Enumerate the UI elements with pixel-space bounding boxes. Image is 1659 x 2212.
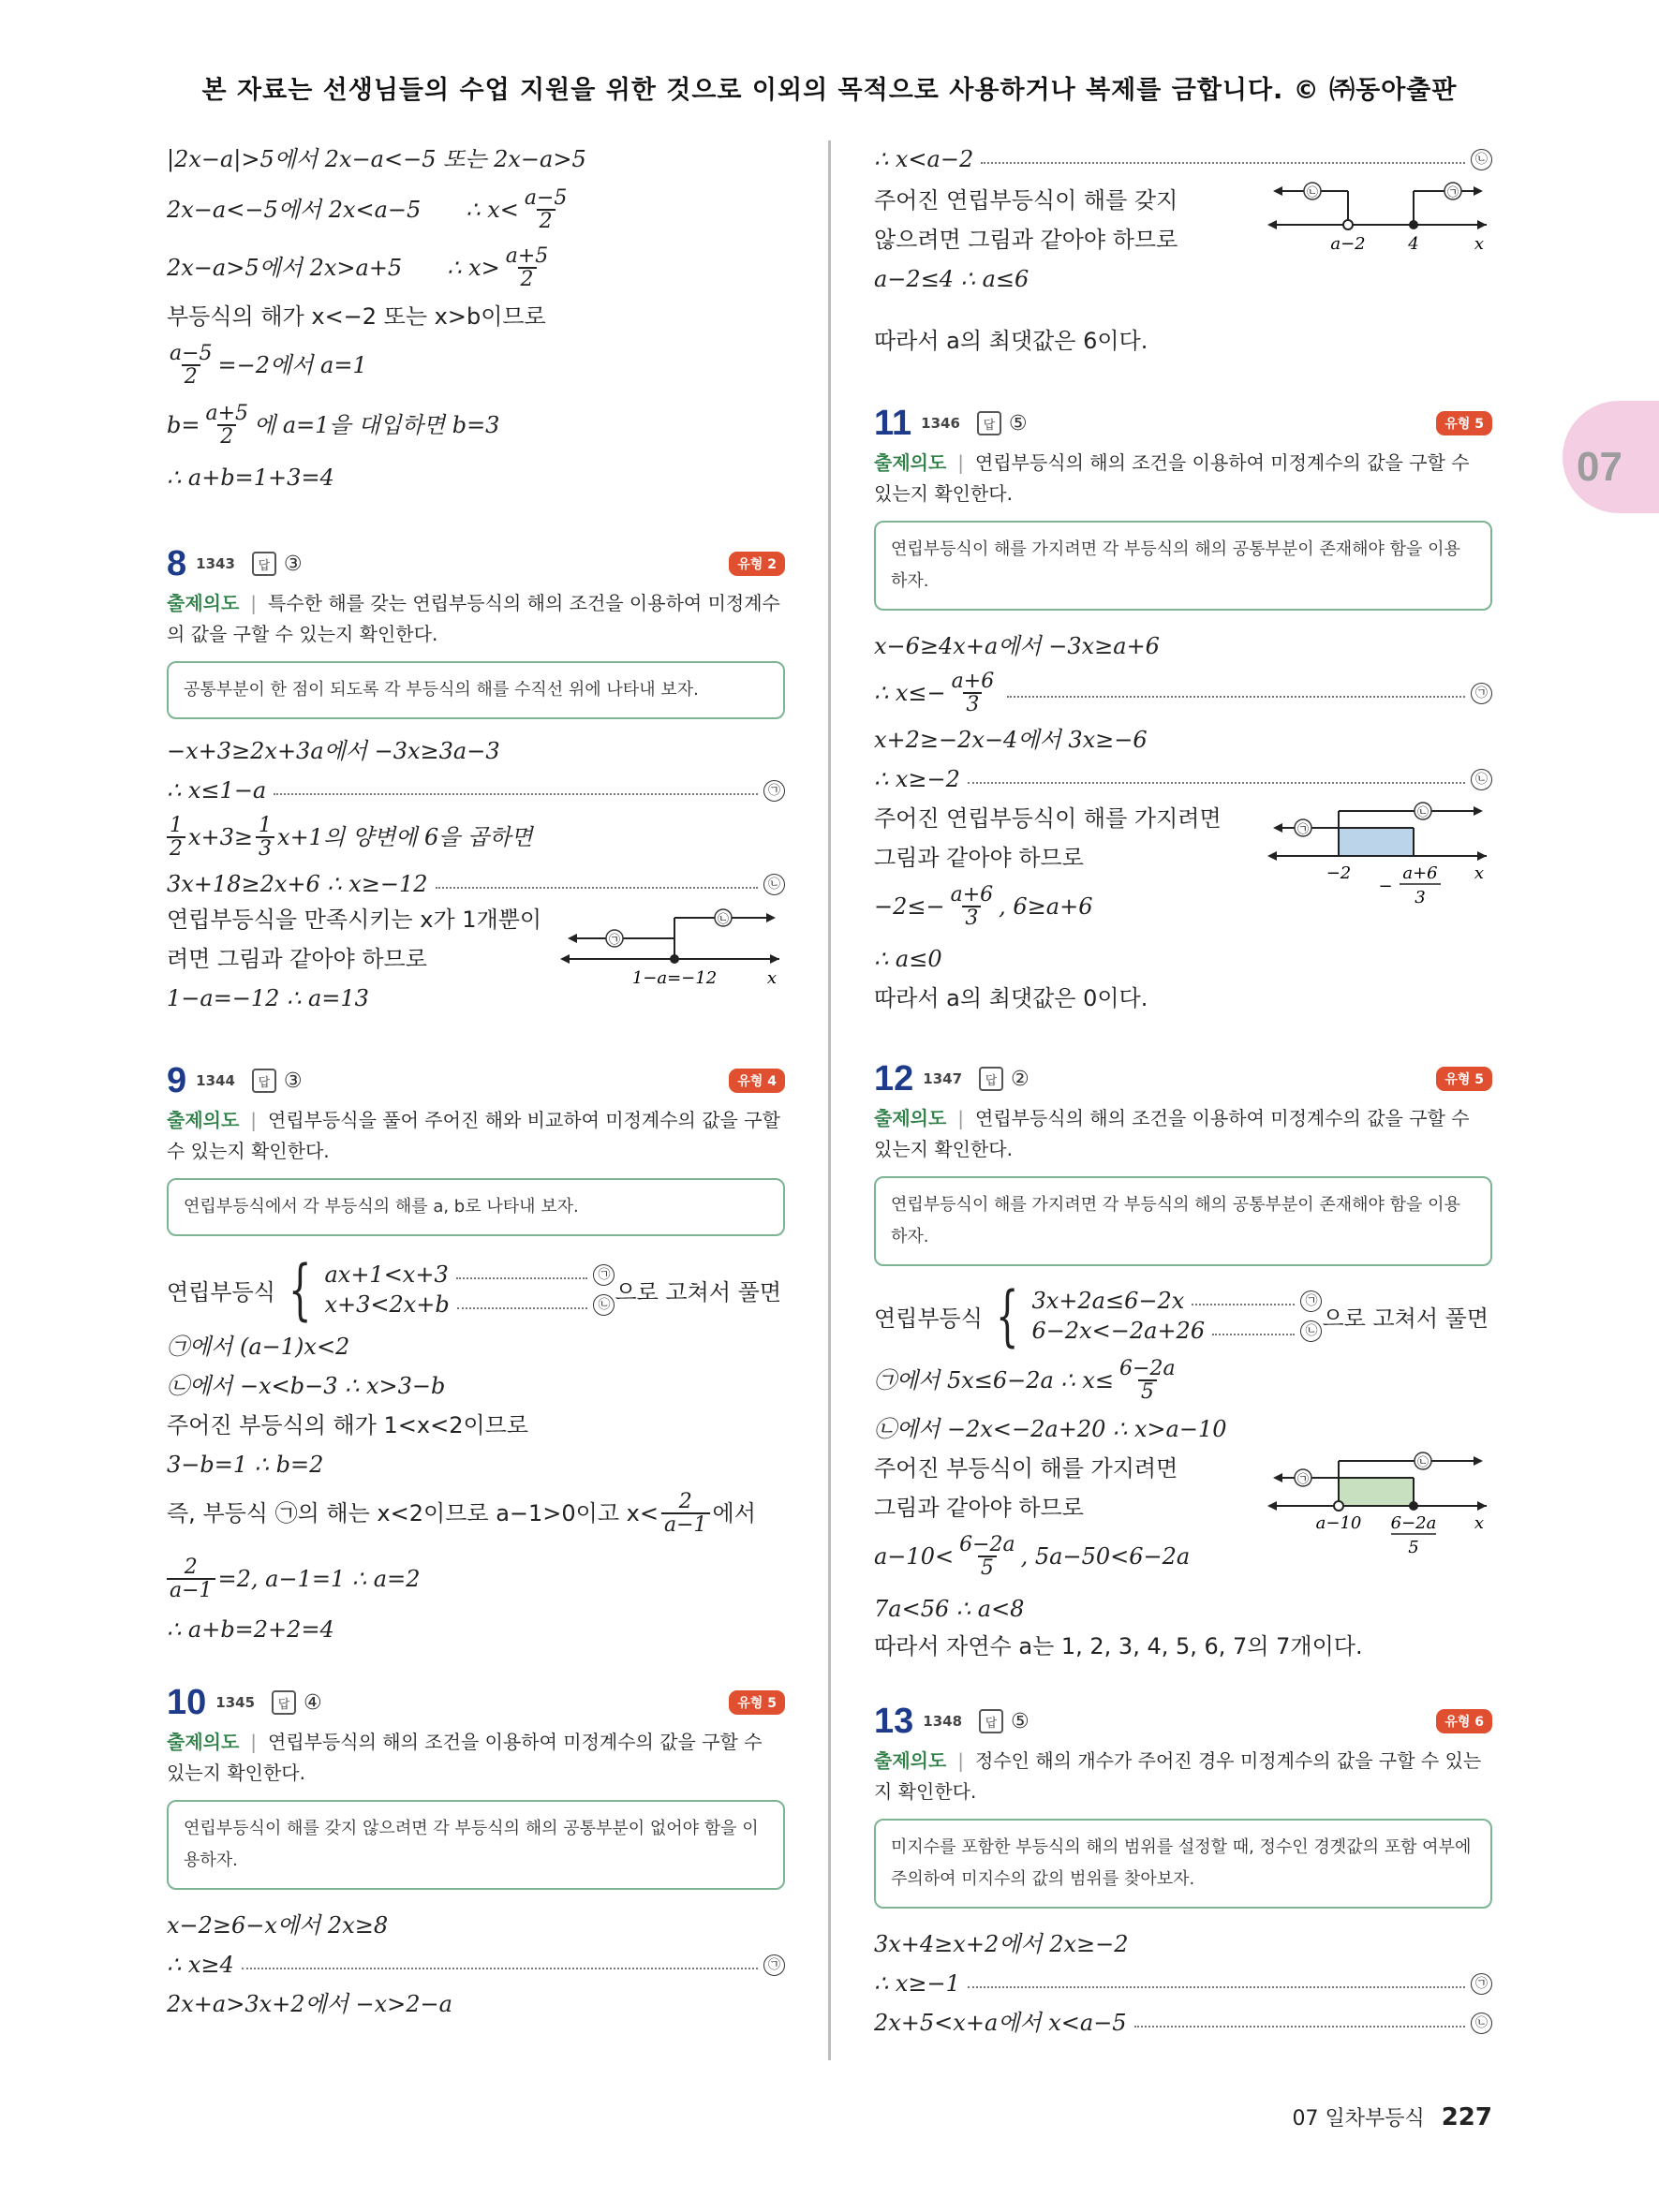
solution-line: 그림과 같아야 하므로	[874, 845, 1084, 871]
point-label: 4	[1408, 234, 1419, 254]
intent-text: 출제의도 | 연립부등식을 풀어 주어진 해와 비교하여 미정계수의 값을 구할 수 있는지 확인한다.	[167, 1109, 780, 1162]
solution-line: 주어진 연립부등식이 해를 가지려면	[874, 805, 1222, 832]
solution-line: 따라서 a의 최댓값은 6이다.	[874, 328, 1148, 354]
point-label: −2	[1326, 863, 1352, 883]
left-column	[167, 140, 785, 2019]
hint-box: 공통부분이 한 점이 되도록 각 부등식의 해를 수직선 위에 나타내 보자.	[167, 661, 785, 719]
hint-box: 연립부등식이 해를 가지려면 각 부등식의 해의 공통부분이 존재해야 함을 이용하자.	[874, 521, 1492, 611]
problem-header	[874, 1060, 1492, 1098]
svg-text:5: 5	[1408, 1538, 1419, 1557]
point-label: a+6	[1402, 863, 1438, 883]
point-label: a−10	[1315, 1513, 1362, 1533]
intent-text: 출제의도 | 연립부등식의 해의 조건을 이용하여 미정계수의 값을 구할 수 있는지 확인한다.	[167, 1731, 763, 1784]
answer-value: ②	[1011, 1067, 1029, 1091]
solution-line: 려면 그림과 같아야 하므로	[167, 946, 427, 972]
problem-header	[874, 1703, 1492, 1740]
answer-icon: 답	[977, 411, 1001, 435]
mark-1-label: ㉡	[1306, 185, 1319, 199]
problem-code: 1347	[923, 1070, 963, 1087]
mark-2-label: ㉠	[1446, 185, 1459, 199]
copyright-notice: 본 자료는 선생님들의 수업 지원을 위한 것으로 이외의 목적으로 사용하거나 복제를 금합니다. © ㈜동아출판	[201, 76, 1458, 105]
problem-number: 12	[874, 1058, 914, 1099]
number-line-diagram	[1266, 180, 1492, 264]
answer-value: ⑤	[1008, 411, 1028, 435]
problem-9	[167, 1062, 785, 1644]
problem-code: 1345	[215, 1694, 256, 1711]
column-divider	[828, 140, 831, 2060]
intent-text: 출제의도 | 특수한 해를 갖는 연립부등식의 해의 조건을 이용하여 미정계수의 값을 구할 수 있는지 확인한다.	[167, 592, 780, 645]
mark-2-label: ㉡	[717, 912, 730, 925]
hint-box: 연립부등식이 해를 갖지 않으려면 각 부등식의 해의 공통부분이 없어야 함을 이용하자.	[167, 1800, 785, 1890]
solution-line: ∴ x≤1−a ㉠	[167, 775, 785, 805]
solution-line: 주어진 부등식이 해를 가지려면	[874, 1455, 1178, 1482]
answer-icon: 답	[252, 1069, 276, 1093]
problem-7-continuation	[167, 144, 785, 493]
problem-number: 10	[167, 1682, 207, 1722]
common-region	[1339, 828, 1414, 856]
axis-label: x	[766, 968, 778, 988]
hint-box: 연립부등식에서 각 부등식의 해를 a, b로 나타내 보자.	[167, 1178, 785, 1236]
solution-line: 7a<56 ∴ a<8	[874, 1596, 1025, 1622]
number-line-block	[874, 1450, 1492, 1581]
solution-line: ㉠에서 5x≤6−2a ∴ x≤ $\frac{6-2a}{5}$	[874, 1356, 1176, 1404]
common-region	[1339, 1478, 1414, 1506]
solution-line: 3−b=1 ∴ b=2	[167, 1452, 324, 1478]
solution-line: ∴ x≤− $\frac{a+6}{3}$ ㉠	[874, 669, 1492, 717]
svg-text:−: −	[1378, 877, 1393, 896]
solution-line: $\frac{1}{2}$ x+3≥ $\frac{1}{3}$ x+1의 양변에 6을 곱하면	[167, 813, 785, 862]
axis-label: x	[1474, 863, 1485, 883]
mark-2-label: ㉡	[1416, 805, 1429, 818]
problem-code: 1343	[196, 555, 235, 572]
solution-line: b= $\frac{a+5}{2}$ 에 a=1을 대입하면 b=3	[167, 401, 500, 449]
solution-line: 주어진 연립부등식이 해를 갖지	[874, 187, 1178, 214]
inequality-system: 연립부등식 { 3x+2a≤6−2x ㉠ 6−2x<−2a+26 ㉡ 으로 고쳐서 풀면	[874, 1277, 1489, 1354]
solution-line: 않으려면 그림과 같아야 하므로	[874, 227, 1178, 253]
point-label: 6−2a	[1390, 1513, 1437, 1533]
solution-line: 2x+5<x+a에서 x<a−5 ㉡	[874, 2008, 1492, 2038]
solution-line: 연립부등식을 만족시키는 x가 1개뿐이	[167, 907, 542, 933]
solution-line: ∴ x≥−2 ㉡	[874, 764, 1492, 794]
intent-text: 출제의도 | 연립부등식의 해의 조건을 이용하여 미정계수의 값을 구할 수 있는지 확인한다.	[874, 1107, 1470, 1160]
solution-line: $\frac{2}{a-1}$ =2, a−1=1 ∴ a=2	[167, 1555, 785, 1603]
solution-line: ∴ a+b=1+3=4	[167, 465, 334, 491]
mark-1-label: ㉠	[608, 933, 621, 946]
answer-icon: 답	[979, 1067, 1003, 1091]
answer-icon: 답	[979, 1709, 1003, 1733]
solution-line: 2x−a<−5에서 2x<a−5 ∴ x< $\frac{a-5}{2}$	[167, 185, 568, 233]
mark-2-label: ㉡	[1416, 1455, 1429, 1468]
number-line-diagram	[558, 905, 785, 998]
solution-line: ∴ a+b=2+2=4	[167, 1616, 334, 1643]
type-badge: 유형 2	[729, 552, 785, 576]
solution-line: x+2≥−2x−4에서 3x≥−6	[874, 727, 1148, 753]
number-line-diagram	[1266, 1450, 1492, 1566]
point-label: a−2	[1330, 234, 1366, 254]
solution-line: ㉡에서 −x<b−3 ∴ x>3−b	[167, 1373, 446, 1399]
point-label: 1−a=−12	[631, 968, 718, 988]
solution-line: −x+3≥2x+3a에서 −3x≥3a−3	[167, 738, 500, 764]
solution-line: −2≤− $\frac{a+6}{3}$ , 6≥a+6	[874, 882, 1093, 930]
problem-code: 1346	[921, 415, 960, 432]
intent-text: 출제의도 | 정수인 해의 개수가 주어진 경우 미정계수의 값을 구할 수 있는지 확인한다.	[874, 1749, 1482, 1803]
svg-text:3: 3	[1415, 888, 1426, 907]
right-column	[874, 140, 1492, 2038]
solution-line: ∴ x≥4 ㉠	[167, 1950, 785, 1980]
solution-line: 즉, 부등식 ㉠의 해는 x<2이므로 a−1>0이고 x< $\frac{2}{a-1}$ 에서	[167, 1489, 756, 1537]
solution-line: 부등식의 해가 x<−2 또는 x>b이므로	[167, 303, 546, 330]
solution-line: x−6≥4x+a에서 −3x≥a+6	[874, 633, 1160, 659]
problem-10	[167, 1684, 785, 2019]
chapter-tab-number: 07	[1577, 444, 1622, 490]
problem-code: 1344	[196, 1072, 235, 1089]
solution-line: ∴ x≥−1 ㉠	[874, 1969, 1492, 1998]
solution-line: a−10< $\frac{6-2a}{5}$ , 5a−50<6−2a	[874, 1532, 1191, 1580]
type-badge: 유형 5	[1436, 1067, 1492, 1091]
problem-header	[167, 1062, 785, 1099]
solution-line: 1−a=−12 ∴ a=13	[167, 985, 369, 1011]
answer-value: ④	[304, 1690, 322, 1715]
type-badge: 유형 6	[1436, 1709, 1492, 1733]
problem-code: 1348	[923, 1713, 963, 1730]
answer-value: ③	[283, 552, 303, 576]
page-footer	[1292, 2102, 1492, 2131]
problem-13	[874, 1703, 1492, 2038]
problem-header	[874, 405, 1492, 442]
problem-8	[167, 545, 785, 1023]
number-line-block	[874, 180, 1492, 326]
solution-line: 3x+18≥2x+6 ∴ x≥−12 ㉡	[167, 869, 785, 899]
type-badge: 유형 5	[1436, 411, 1492, 435]
solution-line: ∴ x<a−2 ㉡	[874, 144, 1492, 174]
problem-header	[167, 1684, 785, 1721]
solution-line: 2x−a>5에서 2x>a+5 ∴ x> $\frac{a+5}{2}$	[167, 243, 549, 291]
solution-line: 2x+a>3x+2에서 −x>2−a	[167, 1991, 452, 2017]
axis-label: x	[1474, 234, 1485, 254]
answer-icon: 답	[272, 1690, 296, 1715]
problem-number: 8	[167, 543, 187, 583]
solution-line: 3x+4≥x+2에서 2x≥−2	[874, 1931, 1129, 1957]
solution-line: $\frac{a-5}{2}$ =−2에서 a=1	[170, 341, 367, 389]
problem-header	[167, 545, 785, 582]
problem-12	[874, 1060, 1492, 1661]
number-line-block	[874, 800, 1492, 931]
solution-line: 주어진 부등식의 해가 1<x<2이므로	[167, 1412, 529, 1438]
number-line-diagram	[1266, 800, 1492, 916]
solution-line: x−2≥6−x에서 2x≥8	[167, 1912, 389, 1939]
hint-box: 연립부등식이 해를 가지려면 각 부등식의 해의 공통부분이 존재해야 함을 이용하자.	[874, 1176, 1492, 1266]
solution-line: 따라서 자연수 a는 1, 2, 3, 4, 5, 6, 7의 7개이다.	[874, 1633, 1363, 1659]
solution-line: a−2≤4 ∴ a≤6	[874, 266, 1029, 292]
axis-label: x	[1474, 1513, 1485, 1533]
solution-line: 그림과 같아야 하므로	[874, 1495, 1084, 1521]
answer-value: ⑤	[1011, 1709, 1029, 1733]
type-badge: 유형 4	[729, 1069, 785, 1093]
answer-icon: 답	[252, 552, 276, 576]
intent-text: 출제의도 | 연립부등식의 해의 조건을 이용하여 미정계수의 값을 구할 수 있는지 확인한다.	[874, 451, 1470, 505]
solution-line: ㉡에서 −2x<−2a+20 ∴ x>a−10	[874, 1416, 1227, 1442]
solution-line: 따라서 a의 최댓값은 0이다.	[874, 985, 1148, 1011]
solution-line: |2x−a|>5에서 2x−a<−5 또는 2x−a>5	[167, 146, 586, 172]
mark-1-label: ㉠	[1296, 822, 1310, 835]
problem-number: 11	[874, 403, 912, 443]
number-line-block	[167, 905, 785, 1023]
inequality-system: 연립부등식 { ax+1<x+3 ㉠ x+3<2x+b ㉡ 으로 고쳐서 풀면	[167, 1251, 782, 1328]
problem-number: 13	[874, 1701, 914, 1741]
page-number: 227	[1441, 2103, 1492, 2131]
type-badge: 유형 5	[729, 1690, 785, 1715]
solution-line: ㉠에서 (a−1)x<2	[167, 1334, 350, 1360]
problem-10-continuation	[874, 144, 1492, 356]
problem-number: 9	[167, 1060, 187, 1100]
hint-box: 미지수를 포함한 부등식의 해의 범위를 설정할 때, 정수인 경곗값의 포함 여부에 주의하여 미지수의 값의 범위를 찾아보자.	[874, 1819, 1492, 1909]
mark-1-label: ㉠	[1296, 1472, 1310, 1485]
solution-line: ∴ a≤0	[874, 946, 942, 972]
chapter-title: 07 일차부등식	[1292, 2107, 1425, 2131]
answer-value: ③	[283, 1069, 303, 1093]
problem-11	[874, 405, 1492, 1013]
